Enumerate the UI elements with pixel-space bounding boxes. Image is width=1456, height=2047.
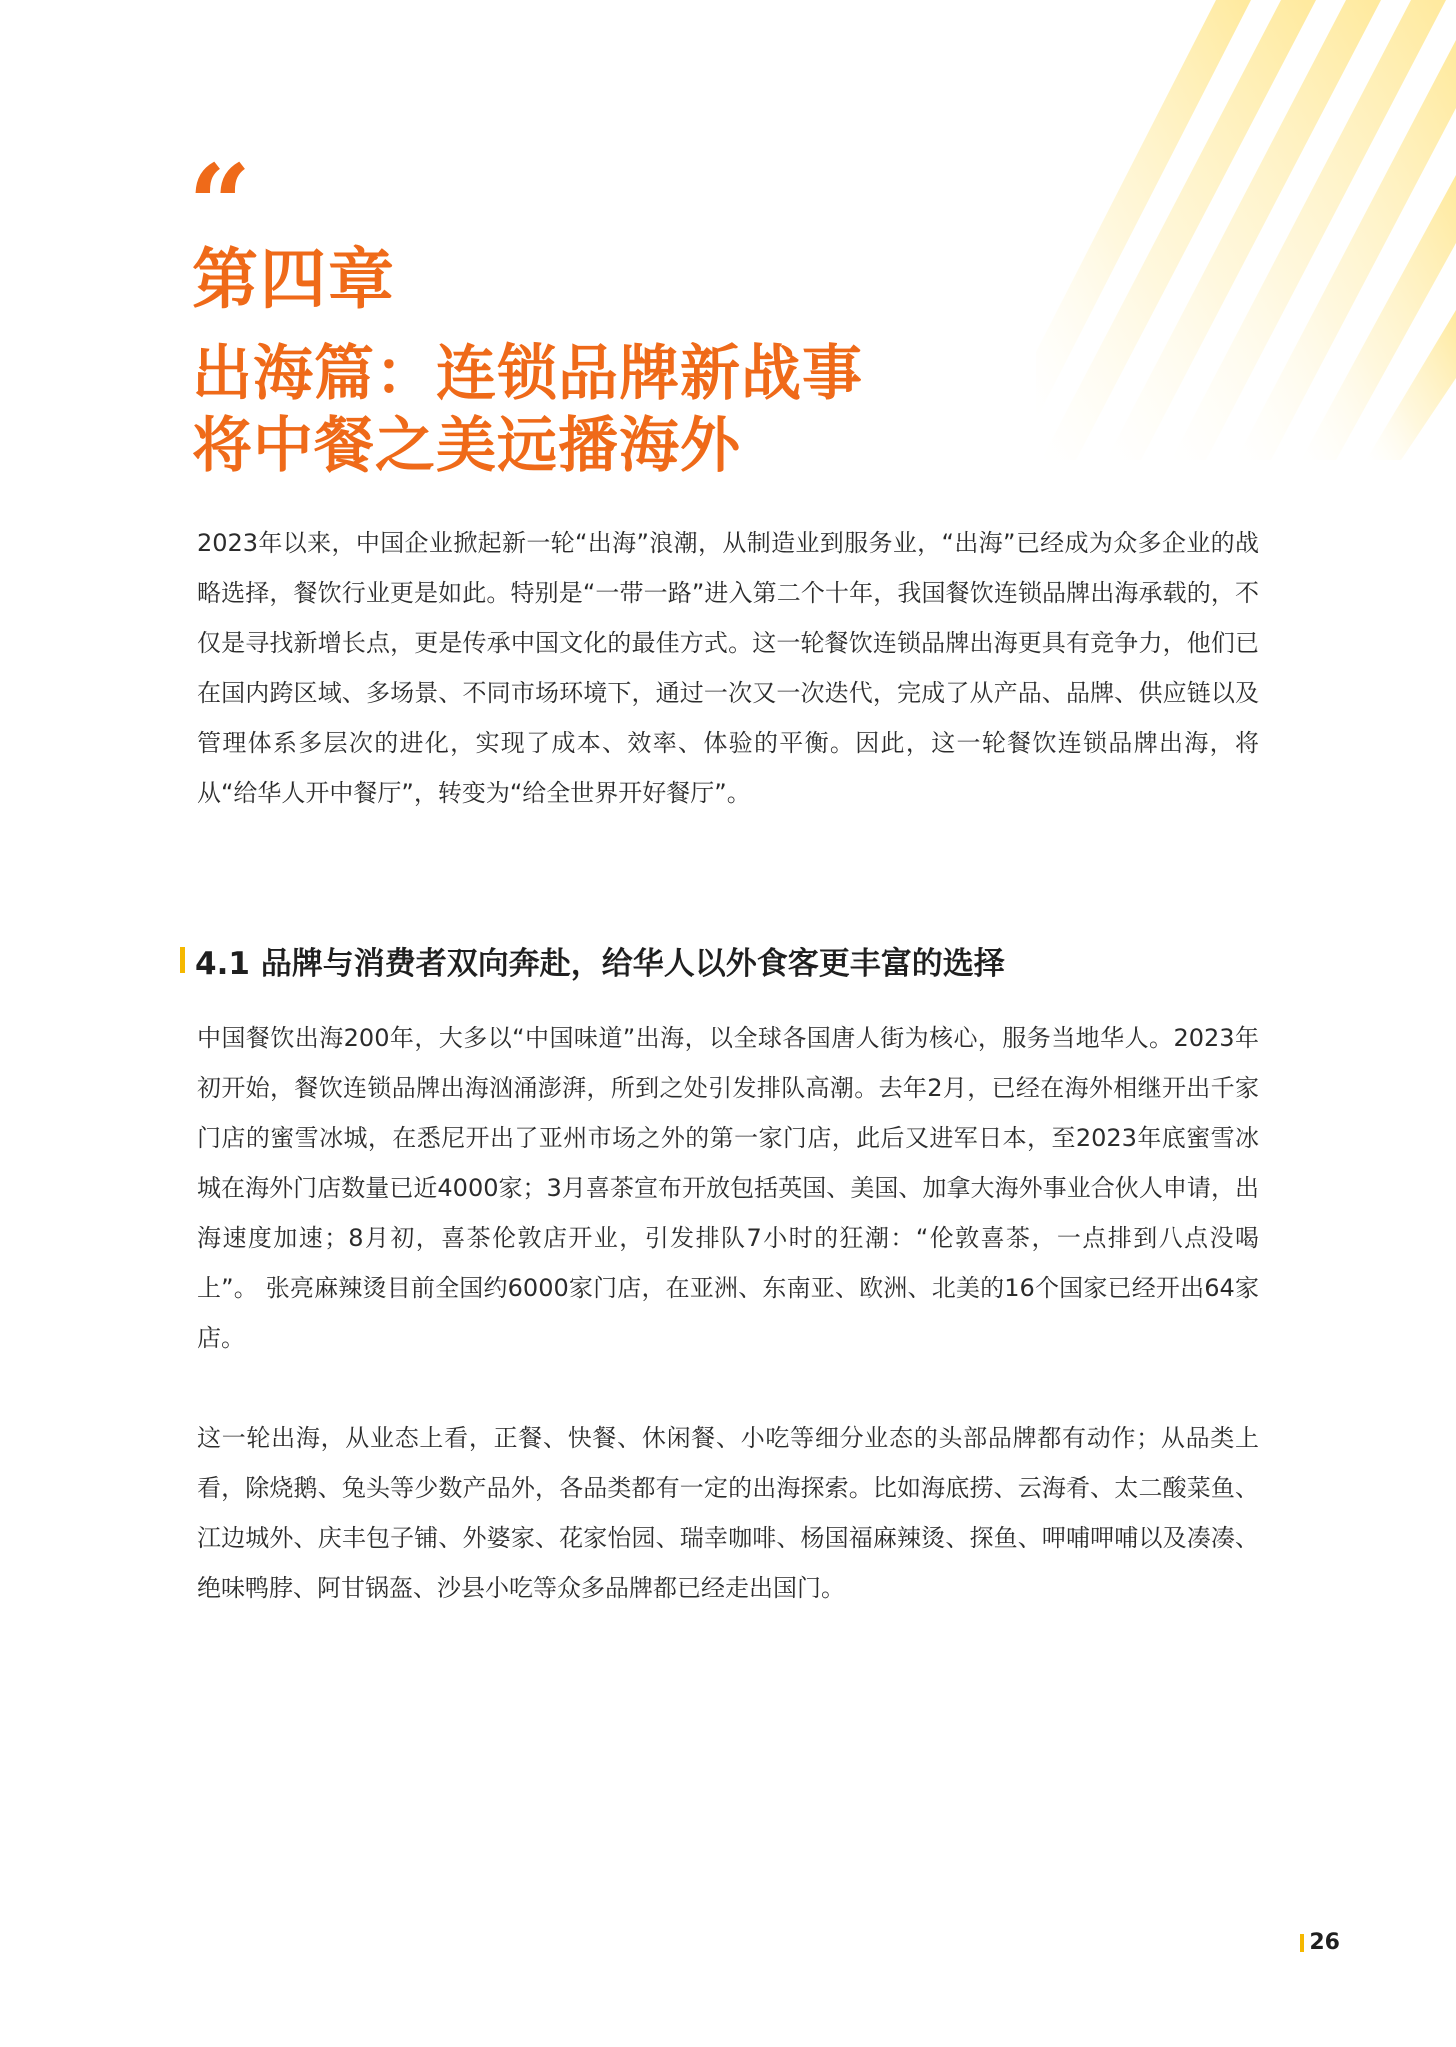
- decorative-stripes: [1036, 0, 1456, 460]
- section-heading: [180, 938, 1005, 982]
- section-paragraph-2: 这一轮出海，从业态上看，正餐、快餐、休闲餐、小吃等细分业态的头部品牌都有动作；从品类上看，除烧鹅、兔头等少数产品外，各品类都有一定的出海探索。比如海底捞、云海肴、太二酸菜鱼、江边城外、庆丰包子铺、外婆家、花家怡园、瑞幸咖啡、杨国福麻辣烫、探鱼、呷哺呷哺以及凑凑、绝味鸭脖、阿甘锅盔、沙县小吃等众多品牌都已经走出国门。: [197, 1424, 1259, 1602]
- page-number-bar: [1300, 1934, 1304, 1952]
- section-title: 4.1 品牌与消费者双向奔赴，给华人以外食客更丰富的选择: [195, 945, 1005, 982]
- chapter-title-line-2: 将中餐之美远播海外: [192, 411, 741, 481]
- chapter-title: [192, 338, 863, 482]
- chapter-label: 第四章: [192, 241, 396, 318]
- quote-mark: “: [188, 140, 244, 269]
- page-number: [1300, 1930, 1340, 1955]
- chapter-title-line-1: 出海篇：连锁品牌新战事: [192, 339, 863, 409]
- page-number-text: 26: [1309, 1930, 1340, 1955]
- section-paragraph-1: 中国餐饮出海200年，大多以“中国味道”出海，以全球各国唐人街为核心，服务当地华人。2023年初开始，餐饮连锁品牌出海汹涌澎湃，所到之处引发排队高潮。去年2月，已经在海外相继开出千家门店的蜜雪冰城，在悉尼开出了亚州市场之外的第一家门店，此后又进军日本，至2023年底蜜雪冰城在海外门店数量已近4000家；3月喜茶宣布开放包括英国、美国、加拿大海外事业合伙人申请，出海速度加速；8月初，喜茶伦敦店开业，引发排队7小时的狂潮：“伦敦喜茶，一点排到八点没喝上”。 张亮麻辣烫目前全国约6000家门店，在亚洲、东南亚、欧洲、北美的16个国家已经开出64家店。: [197, 1024, 1259, 1352]
- section-heading-bar: [180, 947, 185, 973]
- intro-paragraph: 2023年以来，中国企业掀起新一轮“出海”浪潮，从制造业到服务业，“出海”已经成为众多企业的战略选择，餐饮行业更是如此。特别是“一带一路”进入第二个十年，我国餐饮连锁品牌出海承载的，不仅是寻找新增长点，更是传承中国文化的最佳方式。这一轮餐饮连锁品牌出海更具有竞争力，他们已在国内跨区域、多场景、不同市场环境下，通过一次又一次迭代，完成了从产品、品牌、供应链以及管理体系多层次的进化，实现了成本、效率、体验的平衡。因此，这一轮餐饮连锁品牌出海，将从“给华人开中餐厅”，转变为“给全世界开好餐厅”。: [197, 529, 1259, 807]
